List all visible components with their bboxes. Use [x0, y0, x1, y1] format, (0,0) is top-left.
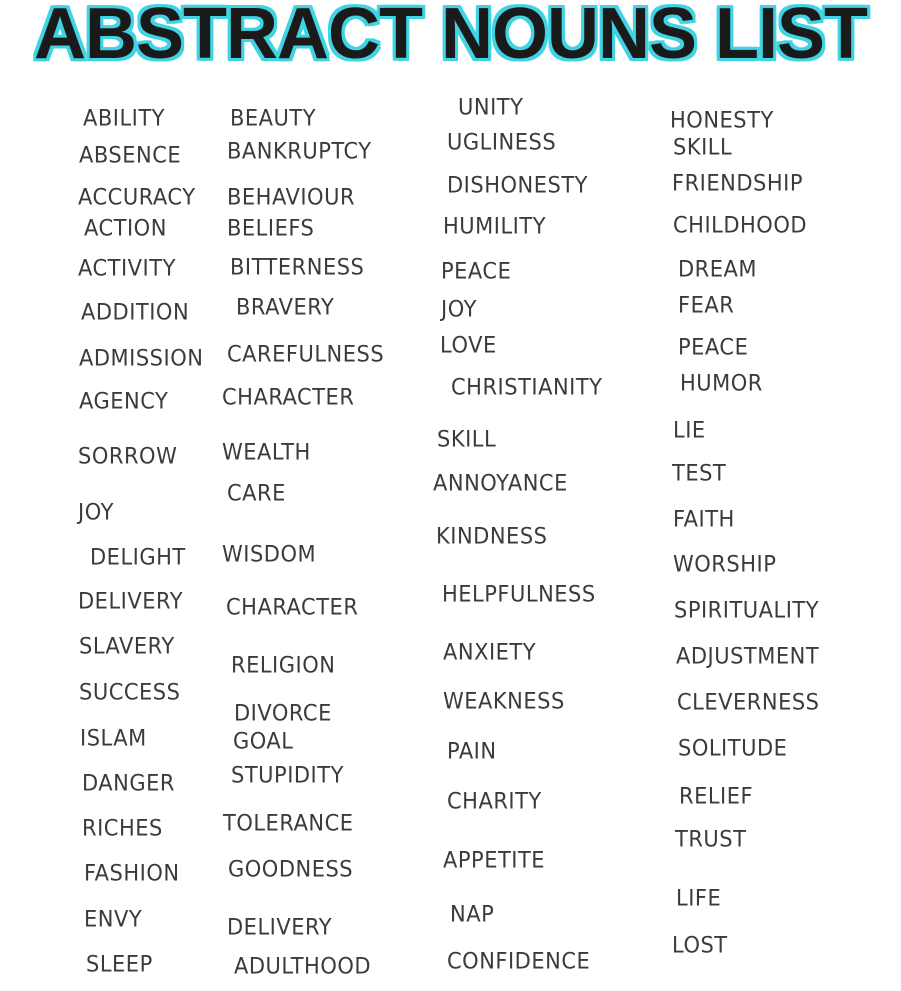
noun-word: BITTERNESS	[230, 254, 365, 280]
noun-word: HONESTY	[670, 107, 774, 133]
noun-word: ABILITY	[83, 105, 166, 131]
noun-word: SORROW	[78, 443, 178, 469]
noun-word: CHRISTIANITY	[451, 374, 603, 400]
noun-word: ANXIETY	[443, 639, 537, 665]
noun-word: CHILDHOOD	[673, 212, 808, 238]
noun-word: RELIGION	[231, 652, 336, 678]
noun-word: TRUST	[675, 826, 747, 852]
noun-word: PAIN	[447, 738, 497, 764]
noun-word: BEHAVIOUR	[227, 184, 356, 210]
noun-word: SKILL	[673, 134, 733, 160]
noun-word: HUMOR	[680, 370, 763, 396]
noun-word: ABSENCE	[79, 142, 182, 168]
noun-word: RICHES	[82, 815, 163, 841]
noun-word: APPETITE	[443, 847, 546, 873]
noun-word: WISDOM	[222, 541, 317, 567]
noun-word: DREAM	[678, 256, 758, 282]
noun-word: ACTION	[84, 215, 167, 241]
noun-word: BEAUTY	[230, 105, 317, 131]
noun-word: ADMISSION	[79, 345, 204, 371]
page-title: ABSTRACT NOUNS LIST	[34, 0, 867, 74]
noun-word: FAITH	[673, 506, 735, 532]
noun-word: CLEVERNESS	[677, 689, 820, 715]
noun-word: SLAVERY	[79, 633, 175, 659]
noun-word: ACTIVITY	[78, 255, 176, 281]
noun-word: SPIRITUALITY	[674, 597, 820, 623]
noun-word: ISLAM	[80, 725, 147, 751]
noun-word: DIVORCE	[234, 700, 332, 726]
noun-word: SOLITUDE	[678, 735, 788, 761]
noun-word: WEAKNESS	[443, 688, 565, 714]
noun-word: DELIGHT	[90, 544, 186, 570]
noun-word: KINDNESS	[436, 523, 548, 549]
noun-word: CHARACTER	[226, 594, 359, 620]
noun-word: BANKRUPTCY	[227, 138, 372, 164]
noun-word: RELIEF	[679, 783, 754, 809]
noun-word: PEACE	[441, 258, 512, 284]
noun-word: JOY	[78, 499, 114, 525]
noun-word: ACCURACY	[78, 184, 196, 210]
noun-word: DANGER	[82, 770, 176, 796]
noun-word: GOODNESS	[228, 856, 354, 882]
noun-word: NAP	[450, 901, 495, 927]
noun-word: LOVE	[440, 332, 497, 358]
noun-word: STUPIDITY	[231, 762, 344, 788]
noun-word: FRIENDSHIP	[672, 170, 803, 196]
noun-word: FASHION	[84, 860, 180, 886]
noun-word: WEALTH	[222, 439, 311, 465]
noun-word: HELPFULNESS	[442, 581, 596, 607]
noun-word: LIFE	[676, 885, 722, 911]
noun-word: UNITY	[458, 94, 524, 120]
noun-word: GOAL	[233, 728, 294, 754]
noun-word: CHARITY	[447, 788, 542, 814]
noun-word: DISHONESTY	[447, 172, 588, 198]
noun-word: DELIVERY	[227, 914, 333, 940]
noun-word: LOST	[672, 932, 728, 958]
noun-word: ADULTHOOD	[234, 953, 372, 979]
noun-word: CONFIDENCE	[447, 948, 591, 974]
noun-word: SLEEP	[86, 951, 153, 977]
noun-word: SKILL	[437, 426, 497, 452]
noun-word: SUCCESS	[79, 679, 181, 705]
noun-word: ANNOYANCE	[433, 470, 568, 496]
noun-word: ADJUSTMENT	[676, 643, 820, 669]
noun-word: TEST	[672, 460, 727, 486]
noun-word: CAREFULNESS	[227, 341, 385, 367]
noun-word: AGENCY	[79, 388, 169, 414]
noun-word: PEACE	[678, 334, 749, 360]
noun-word: BRAVERY	[236, 294, 335, 320]
noun-word: TOLERANCE	[223, 810, 354, 836]
noun-word: DELIVERY	[78, 588, 184, 614]
noun-word: BELIEFS	[227, 215, 315, 241]
noun-word: CARE	[227, 480, 286, 506]
noun-word: JOY	[441, 296, 477, 322]
noun-word: FEAR	[678, 292, 735, 318]
noun-word: ADDITION	[81, 299, 190, 325]
noun-word: UGLINESS	[447, 129, 557, 155]
noun-word: LIE	[673, 417, 706, 443]
noun-word: WORSHIP	[673, 551, 777, 577]
noun-word: ENVY	[84, 906, 143, 932]
noun-word: HUMILITY	[443, 213, 547, 239]
noun-word: CHARACTER	[222, 384, 355, 410]
